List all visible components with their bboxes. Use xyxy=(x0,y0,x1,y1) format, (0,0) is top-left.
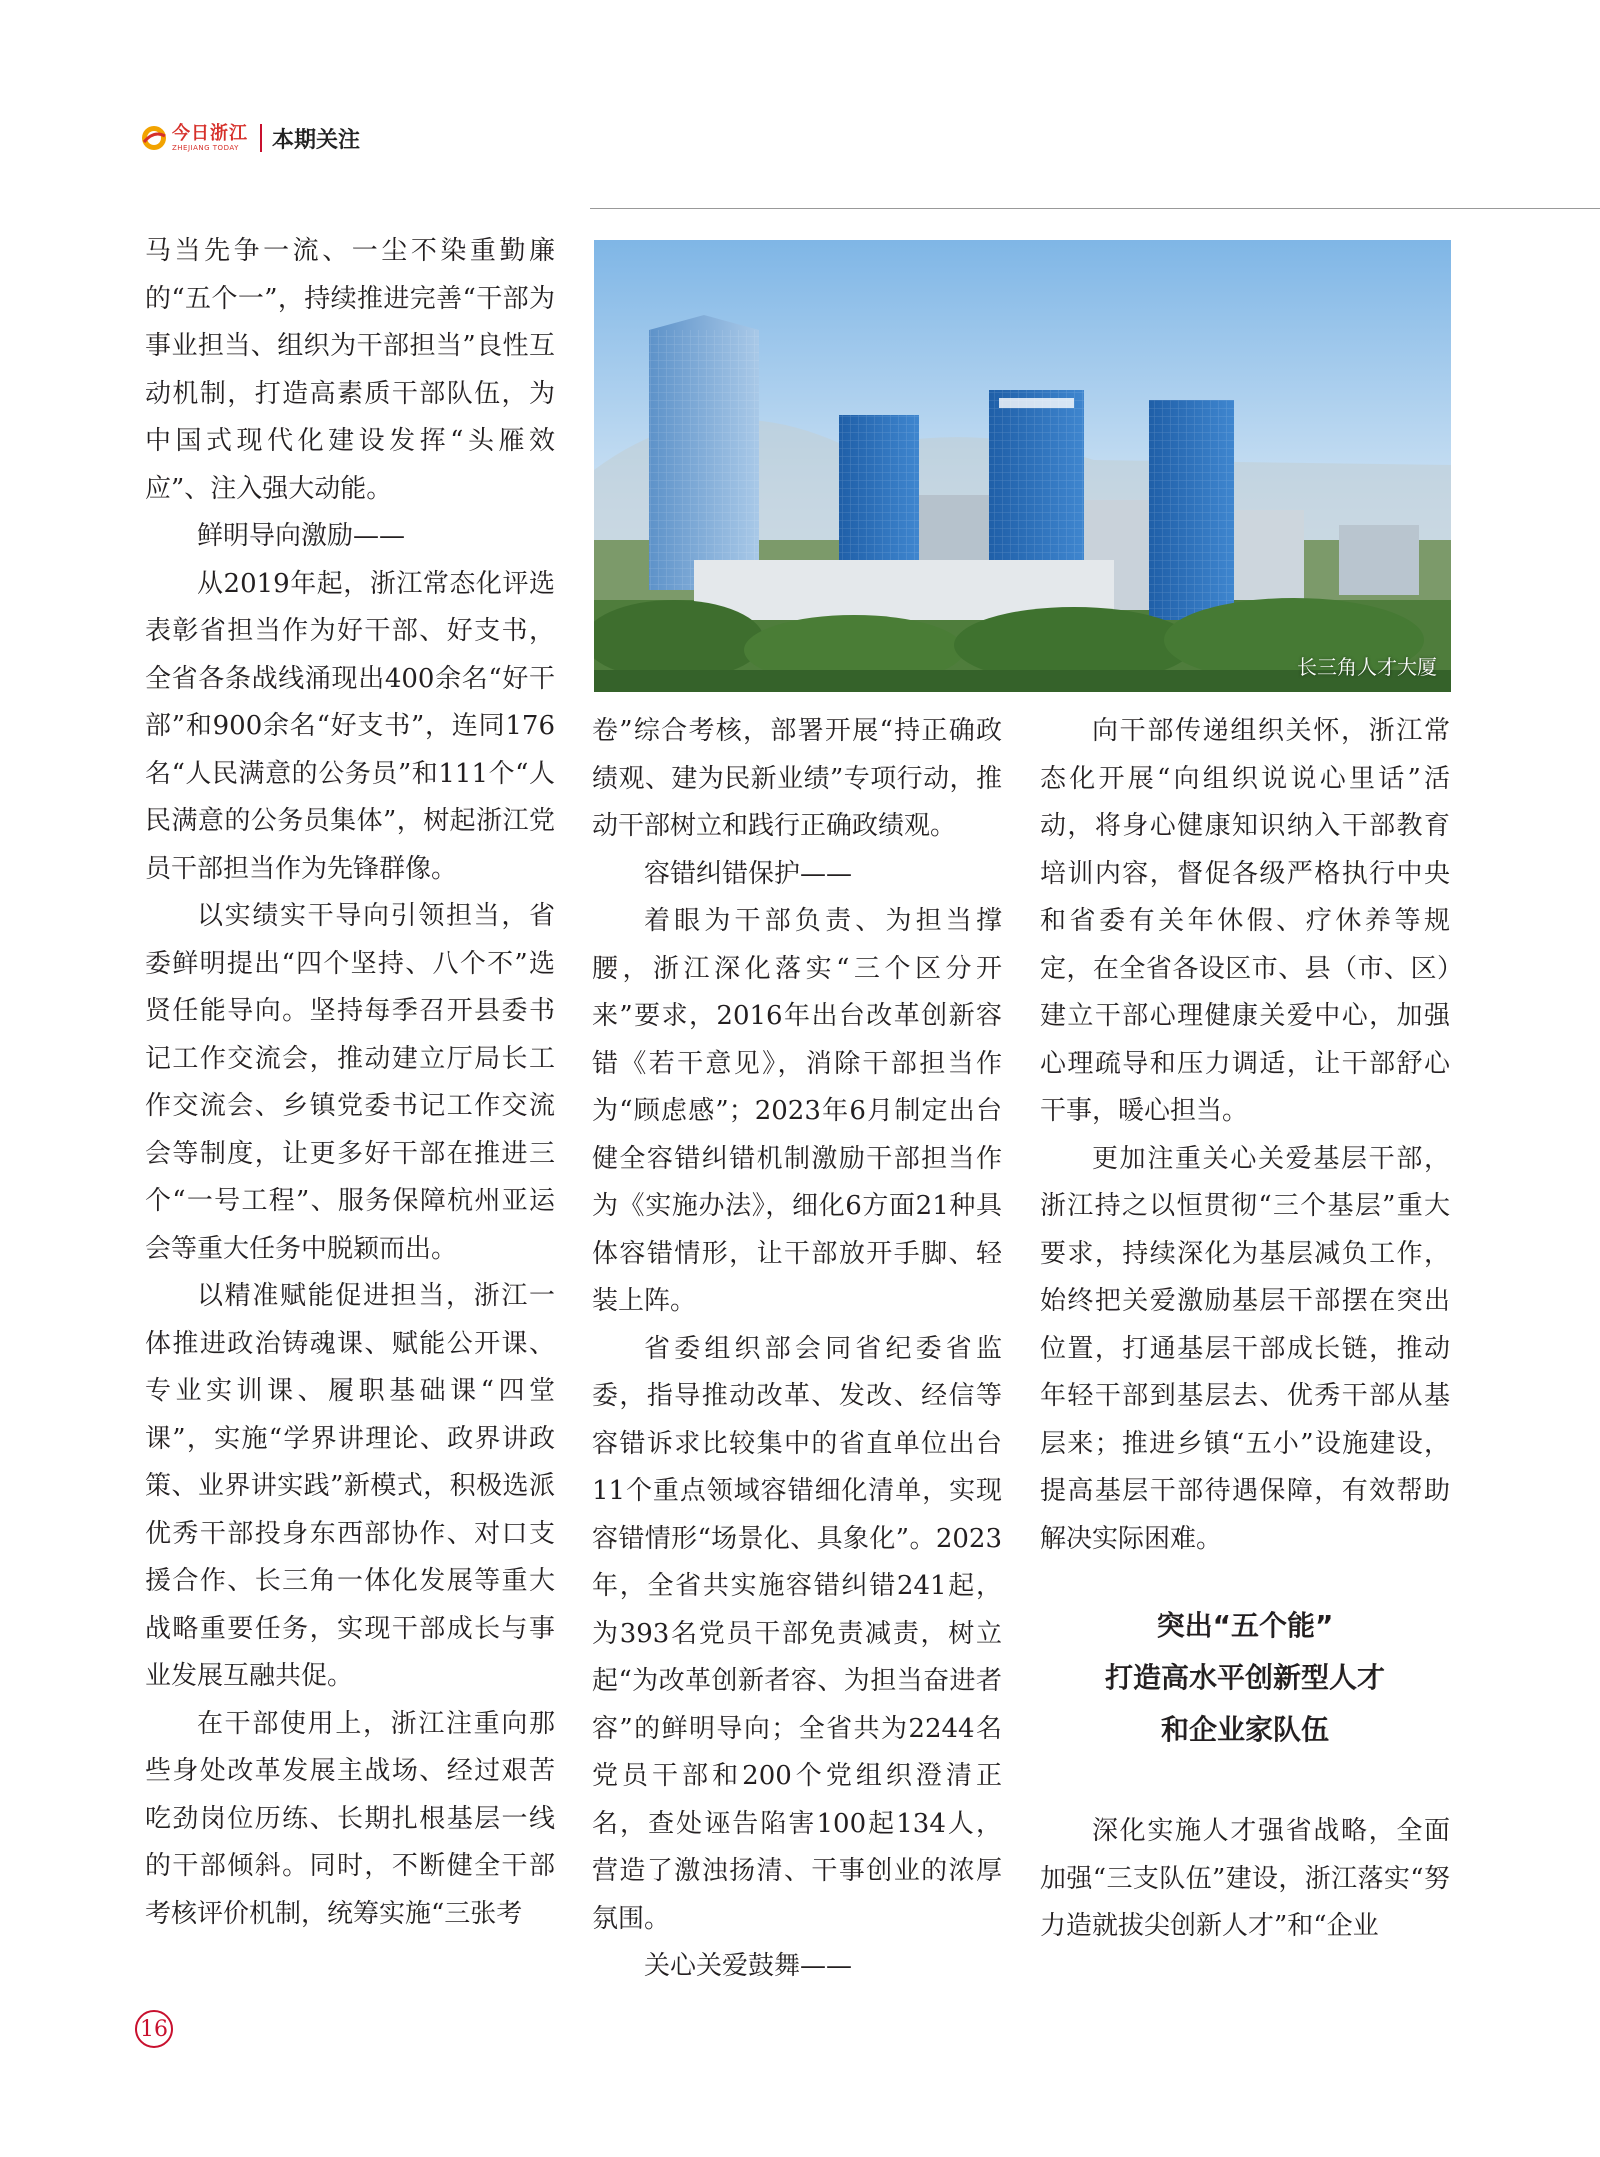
article-column-3 xyxy=(1040,708,1450,1563)
section-lead: 容错纠错保护—— xyxy=(644,858,853,889)
article-column-3-continued xyxy=(1040,1808,1450,1951)
building-illustration xyxy=(594,240,1451,692)
section-lead: 鲜明导向激励—— xyxy=(197,521,406,551)
paragraph: 更加注重关心关爱基层干部，浙江持之以恒贯彻“三个基层”重大要求，持续深化为基层减负工作，始终把关爱激励基层干部摆在突出位置，打通基层干部成长链，推动年轻干部到基层去、优秀干部从基层来；推进乡镇“五小”设施建设，提高基层干部待遇保障，有效帮助解决实际困难。 xyxy=(1040,1143,1450,1554)
building-photo xyxy=(594,240,1451,692)
paragraph: 向干部传递组织关怀，浙江常态化开展“向组织说说心里话”活动，将身心健康知识纳入干部教育培训内容，督促各级严格执行中央和省委有关年休假、疗休养等规定，在全省各设区市、县（市、区）建立干部心理健康关爱中心，加强心理疏导和压力调适，让干部舒心干事，暖心担当。 xyxy=(1040,716,1450,1126)
paragraph: 深化实施人才强省战略，全面加强“三支队伍”建设，浙江落实“努力造就拔尖创新人才”和“企业 xyxy=(1040,1816,1450,1941)
paragraph: 马当先争一流、一尘不染重勤廉的“五个一”，持续推进完善“干部为事业担当、组织为干部担当”良性互动机制，打造高素质干部队伍，为中国式现代化建设发挥“头雁效应”、注入强大动能。 xyxy=(145,236,555,504)
section-label: 本期关注 xyxy=(272,127,361,153)
paragraph: 省委组织部会同省纪委省监委，指导推动改革、发改、经信等容错诉求比较集中的省直单位出台11个重点领域容错细化清单，实现容错情形“场景化、具象化”。2023年，全省共实施容错纠错241起，为393名党员干部免责减责，树立起“为改革创新者容、为担当奋进者容”的鲜明导向；全省共为2244名党员干部和200个党组织澄清正名，查处诬告陷害100起134人，营造了激浊扬清、干事创业的浓厚氛围。 xyxy=(592,1333,1002,1934)
subheading-line: 突出“五个能” xyxy=(1156,1609,1334,1642)
page-number: 16 xyxy=(135,2010,173,2048)
paragraph: 以实绩实干导向引领担当，省委鲜明提出“四个坚持、八个不”选贤任能导向。坚持每季召开县委书记工作交流会，推动建立厅局长工作交流会、乡镇党委书记工作交流会等制度，让更多好干部在推进三个“一号工程”、服务保障杭州亚运会等重大任务中脱颖而出。 xyxy=(145,901,555,1264)
top-rule xyxy=(590,208,1600,209)
logo-english-text: ZHEJIANG TODAY xyxy=(172,143,239,152)
header-divider xyxy=(260,124,262,152)
subheading-line: 打造高水平创新型人才 xyxy=(1104,1661,1385,1694)
section-subheading xyxy=(1040,1600,1450,1756)
page-header xyxy=(140,118,360,158)
paragraph: 卷”综合考核，部署开展“持正确政绩观、建为民新业绩”专项行动，推动干部树立和践行正确政绩观。 xyxy=(592,716,1002,841)
paragraph: 在干部使用上，浙江注重向那些身处改革发展主战场、经过艰苦吃劲岗位历练、长期扎根基层一线的干部倾斜。同时，不断健全干部考核评价机制，统筹实施“三张考 xyxy=(145,1708,555,1929)
logo-chinese-text: 今日浙江 xyxy=(172,122,248,144)
section-lead: 关心关爱鼓舞—— xyxy=(644,1951,853,1981)
paragraph: 从2019年起，浙江常态化评选表彰省担当作为好干部、好支书，全省各条战线涌现出400余名“好干部”和900余名“好支书”，连同176名“人民满意的公务员”和111个“人民满意的公务员集体”，树起浙江党员干部担当作为先锋群像。 xyxy=(145,568,555,884)
paragraph: 着眼为干部负责、为担当撑腰，浙江深化落实“三个区分开来”要求，2016年出台改革创新容错《若干意见》，消除干部担当作为“顾虑感”；2023年6月制定出台健全容错纠错机制激励干部担当作为《实施办法》，细化6方面21种具体容错情形，让干部放开手脚、轻装上阵。 xyxy=(592,906,1002,1316)
sun-logo-icon xyxy=(140,124,168,152)
publication-logo xyxy=(140,124,248,152)
subheading-line: 和企业家队伍 xyxy=(1160,1713,1329,1746)
photo-caption: 长三角人才大厦 xyxy=(1297,655,1437,679)
article-column-2 xyxy=(592,708,1002,1991)
paragraph: 以精准赋能促进担当，浙江一体推进政治铸魂课、赋能公开课、专业实训课、履职基础课“四堂课”，实施“学界讲理论、政界讲政策、业界讲实践”新模式，积极选派优秀干部投身东西部协作、对口支援合作、长三角一体化发展等重大战略重要任务，实现干部成长与事业发展互融共促。 xyxy=(145,1281,555,1691)
article-column-1 xyxy=(145,228,555,1938)
